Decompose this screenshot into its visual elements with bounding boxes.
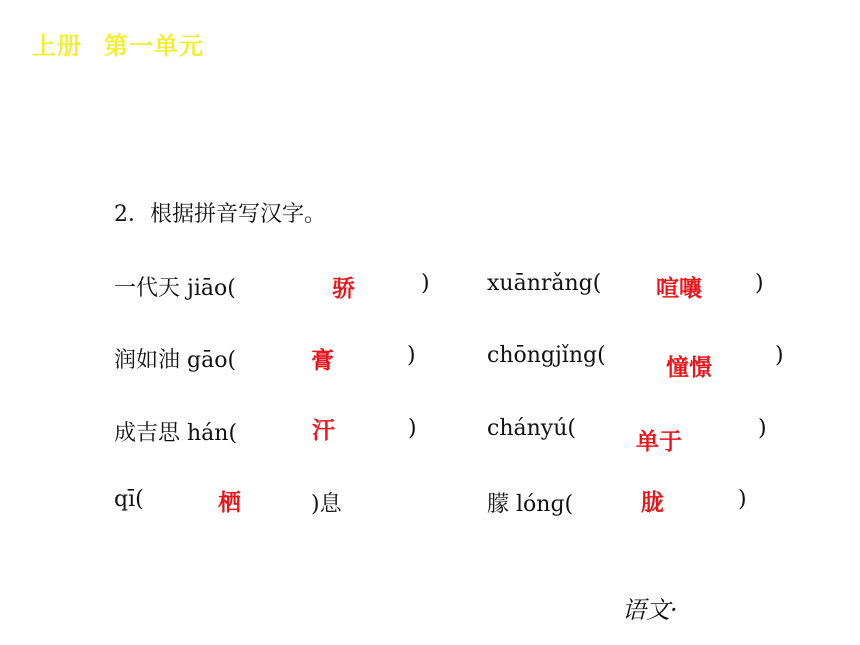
volume-label: 上册 [32, 32, 82, 60]
page-header [32, 26, 204, 61]
unit-label: 第一单元 [104, 32, 204, 60]
row2-left-answer: 膏 [311, 348, 334, 374]
row1-left-answer: 骄 [332, 276, 355, 302]
subject-footer: 语文· [622, 596, 678, 624]
row2-right-answer: 憧憬 [666, 355, 712, 381]
row1-left-close: ) [421, 271, 430, 296]
row4-right-answer: 胧 [641, 490, 664, 516]
row1-right-close: ) [755, 271, 764, 296]
row1-left-prompt: 一代天 jiāo( [114, 276, 236, 301]
row3-left-answer: 汗 [312, 418, 335, 444]
row4-left-prompt: qī( [114, 487, 144, 512]
row4-left-answer: 栖 [218, 490, 241, 516]
row3-right-close: ) [758, 416, 767, 441]
row2-left-prompt: 润如油 gāo( [114, 348, 237, 373]
row3-right-prompt: chányú( [487, 416, 576, 441]
row3-left-prompt: 成吉思 hán( [114, 421, 238, 446]
row1-right-prompt: xuānrǎng( [487, 271, 602, 296]
row2-right-prompt: chōngjǐng( [487, 343, 606, 368]
row2-right-close: ) [775, 343, 784, 368]
row3-left-close: ) [408, 416, 417, 441]
row3-right-answer: 单于 [636, 429, 682, 455]
row4-right-close: ) [738, 487, 747, 512]
row4-left-close: )息 [311, 492, 342, 517]
row4-right-prompt: 朦 lónɡ( [487, 492, 574, 517]
question-title: 2．根据拼音写汉字。 [114, 202, 326, 227]
row2-left-close: ) [407, 343, 416, 368]
row1-right-answer: 喧嚷 [656, 276, 702, 302]
